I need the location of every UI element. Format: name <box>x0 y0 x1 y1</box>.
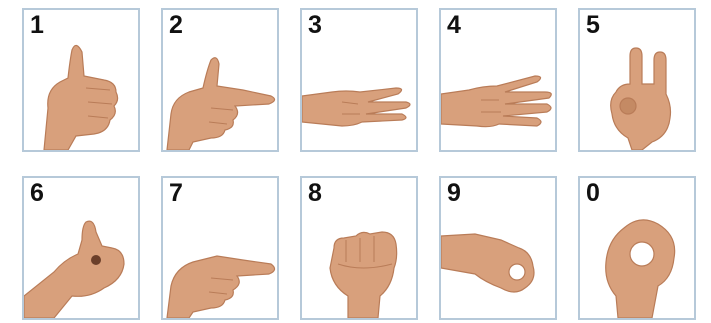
gesture-card-8 <box>300 176 418 320</box>
gesture-card-1 <box>22 8 140 152</box>
card-number: 8 <box>308 179 322 207</box>
card-number: 1 <box>30 11 44 39</box>
card-number: 9 <box>447 179 461 207</box>
gesture-card-0 <box>578 176 696 320</box>
three-finger-hand-icon <box>302 10 416 150</box>
gesture-card-3 <box>300 8 418 152</box>
card-number: 6 <box>30 179 44 207</box>
thumb-side-hand-icon <box>24 178 138 318</box>
card-number: 4 <box>447 11 461 39</box>
card-number: 3 <box>308 11 322 39</box>
thumb-index-point-hand-icon <box>163 10 277 150</box>
card-number: 2 <box>169 11 183 39</box>
card-number: 5 <box>586 11 600 39</box>
fist-hand-icon <box>302 178 416 318</box>
ok-circle-hand-icon <box>580 178 694 318</box>
gesture-card-5 <box>578 8 696 152</box>
gesture-card-9 <box>439 176 557 320</box>
gesture-card-7 <box>161 176 279 320</box>
gesture-card-6 <box>22 176 140 320</box>
gesture-card-4 <box>439 8 557 152</box>
card-number: 0 <box>586 179 600 207</box>
ok-two-fingers-up-hand-icon <box>580 10 694 150</box>
curled-fingers-hand-icon <box>441 178 555 318</box>
card-number: 7 <box>169 179 183 207</box>
index-point-hand-icon <box>163 178 277 318</box>
thumb-up-hand-icon <box>24 10 138 150</box>
gesture-card-2 <box>161 8 279 152</box>
four-finger-hand-icon <box>441 10 555 150</box>
